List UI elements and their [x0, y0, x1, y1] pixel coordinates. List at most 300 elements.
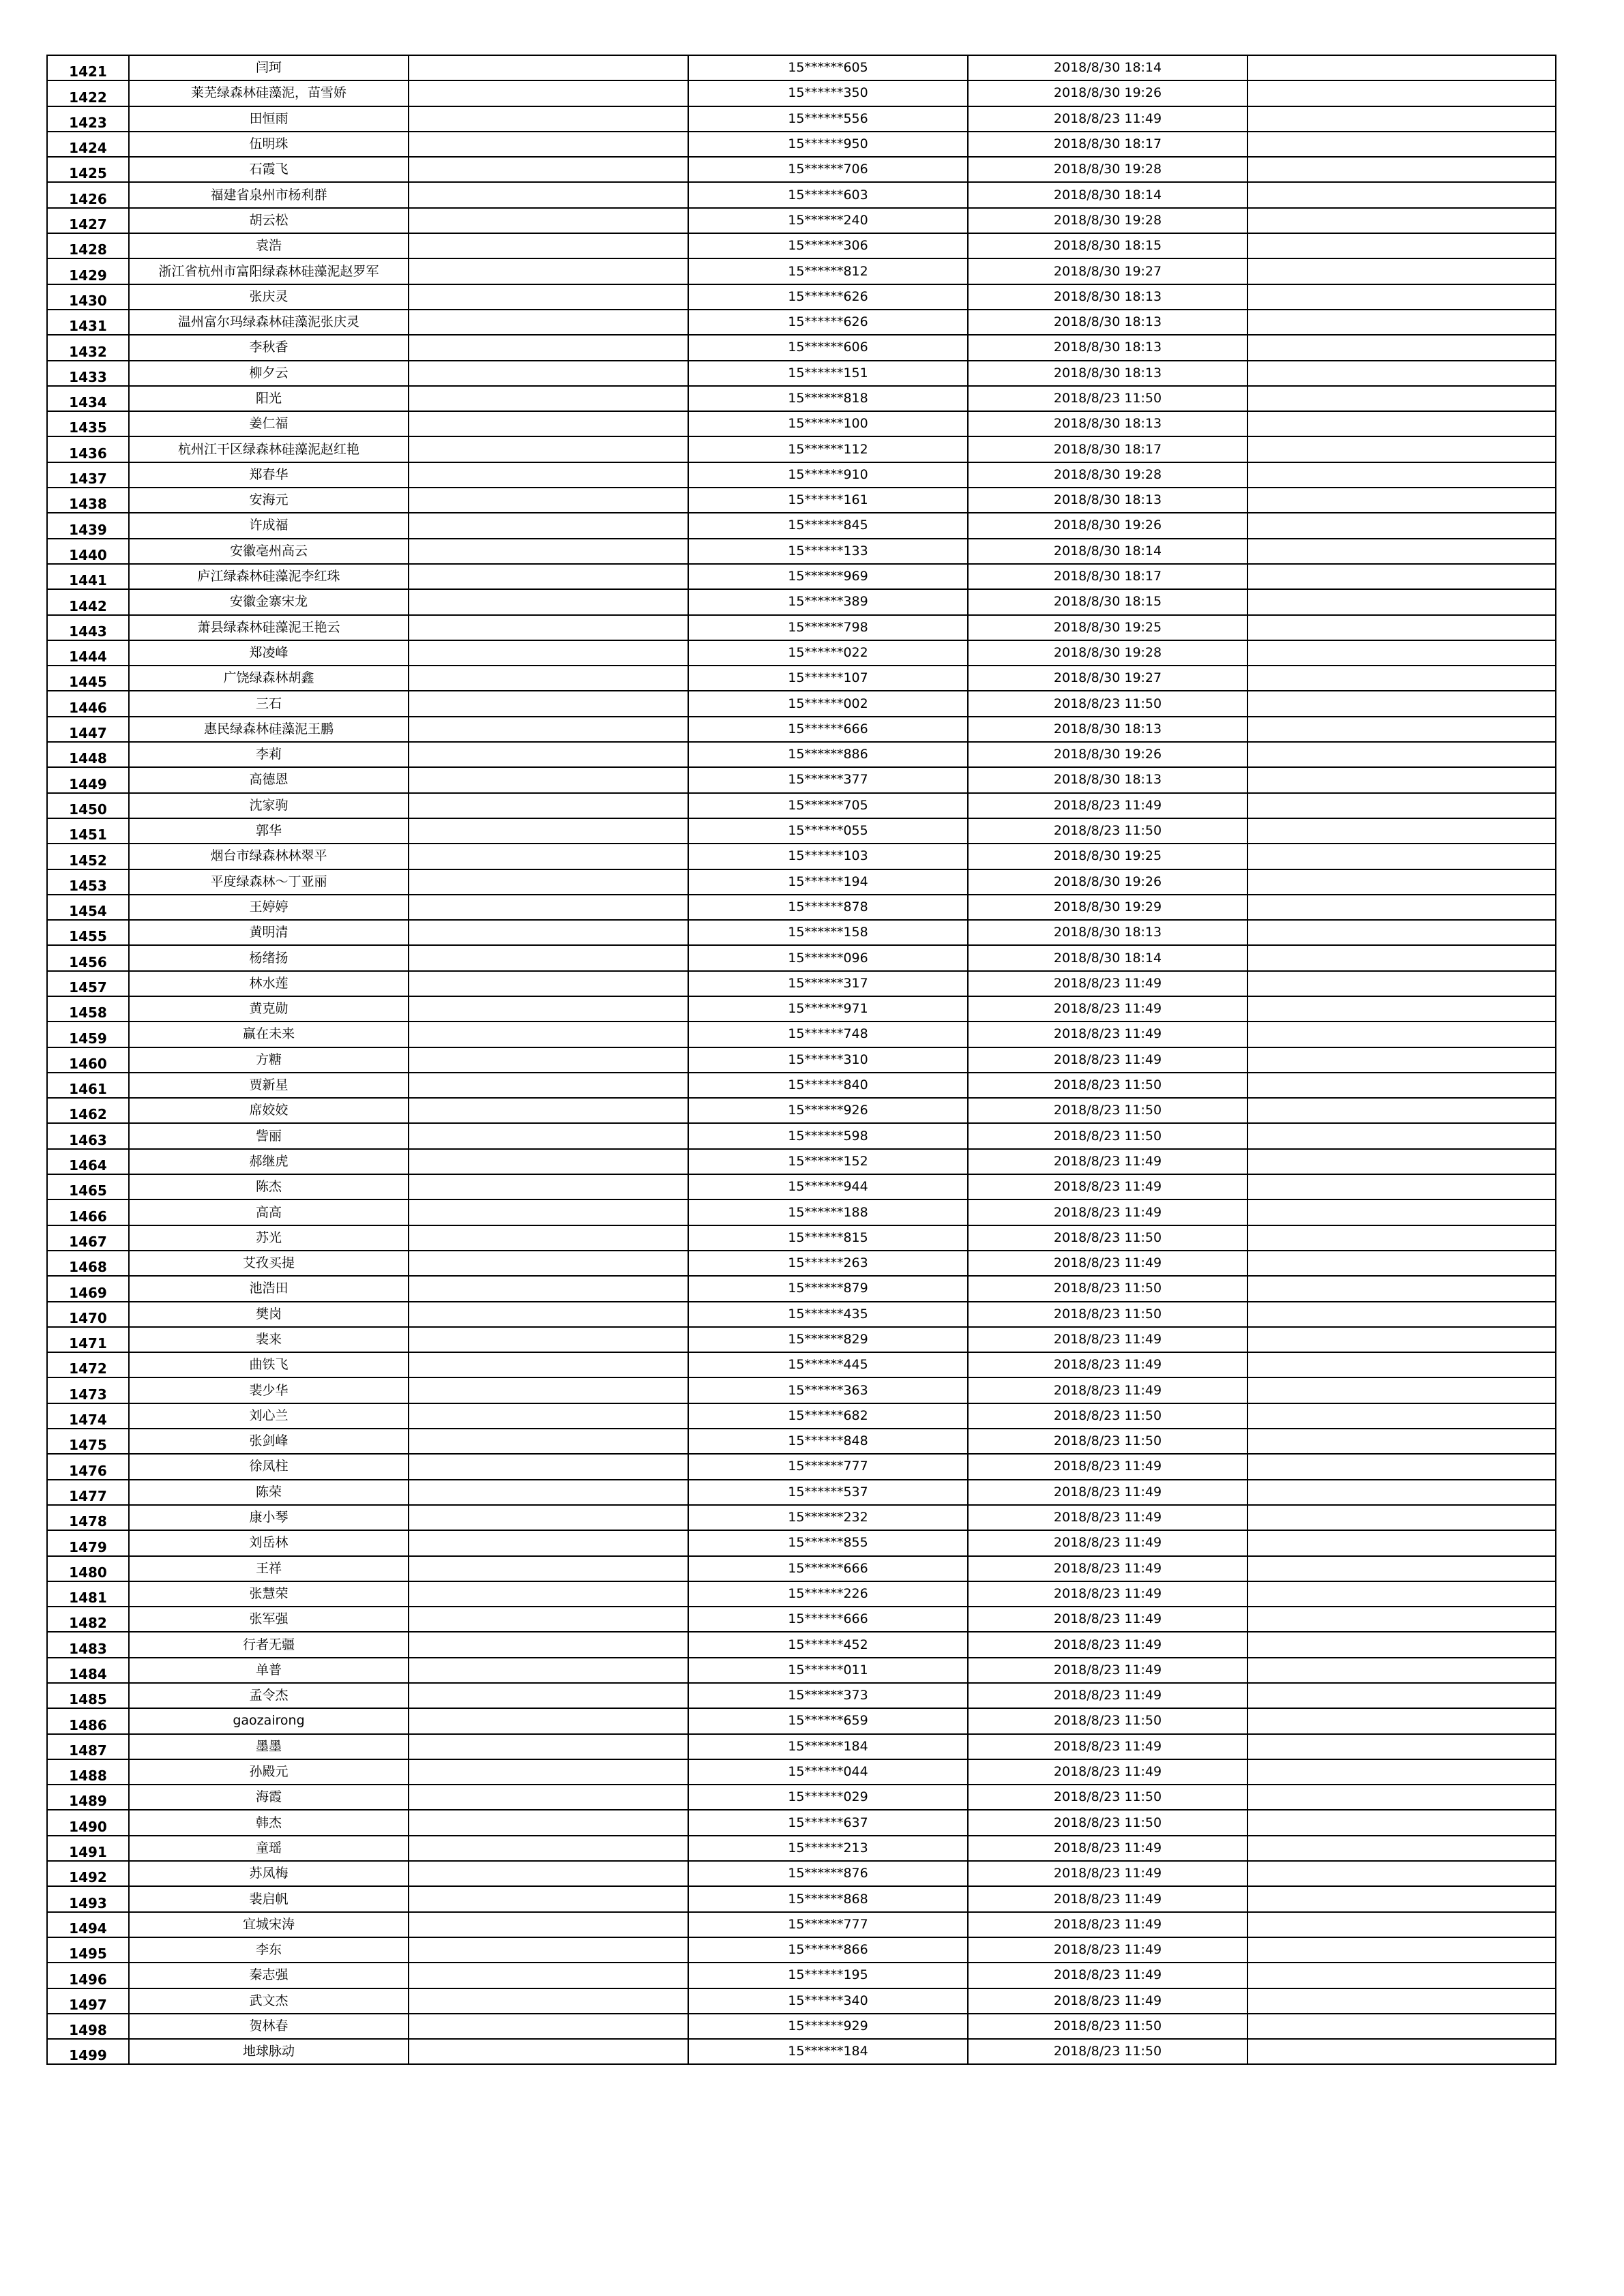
name-cell: 李秋香 — [129, 335, 409, 360]
blank-cell — [409, 1886, 688, 1911]
blank-cell — [1247, 920, 1556, 945]
table-row — [47, 945, 1556, 970]
time-cell: 2018/8/30 18:13 — [968, 411, 1247, 436]
name-cell: 张剑峰 — [129, 1429, 409, 1454]
phone-cell: 15******971 — [688, 996, 968, 1022]
row-number-cell: 1490 — [47, 1810, 129, 1835]
name-cell: 郑凌峰 — [129, 640, 409, 666]
row-number-cell: 1471 — [47, 1327, 129, 1352]
time-cell: 2018/8/30 19:26 — [968, 513, 1247, 538]
name-cell: 武文杰 — [129, 1988, 409, 2014]
time-cell: 2018/8/23 11:50 — [968, 1302, 1247, 1327]
table-row — [47, 1276, 1556, 1301]
table-row — [47, 1123, 1556, 1148]
phone-cell: 15******798 — [688, 615, 968, 640]
time-cell: 2018/8/23 11:50 — [968, 1708, 1247, 1733]
name-cell: 贺林春 — [129, 2014, 409, 2039]
blank-cell — [1247, 513, 1556, 538]
row-number-cell: 1468 — [47, 1251, 129, 1276]
table-row — [47, 1174, 1556, 1199]
blank-cell — [409, 1480, 688, 1505]
name-cell: 陈杰 — [129, 1174, 409, 1199]
blank-cell — [1247, 996, 1556, 1022]
blank-cell — [1247, 1861, 1556, 1886]
name-cell: 郭华 — [129, 818, 409, 844]
table-row — [47, 462, 1556, 488]
phone-cell: 15******152 — [688, 1149, 968, 1174]
time-cell: 2018/8/23 11:49 — [968, 1174, 1247, 1199]
table-row — [47, 1810, 1556, 1835]
row-number-cell: 1427 — [47, 208, 129, 233]
blank-cell — [409, 1530, 688, 1555]
table-row — [47, 1505, 1556, 1530]
row-number-cell: 1494 — [47, 1912, 129, 1937]
name-cell: 张军强 — [129, 1607, 409, 1632]
time-cell: 2018/8/30 19:28 — [968, 157, 1247, 182]
name-cell: 郑春华 — [129, 462, 409, 488]
time-cell: 2018/8/23 11:50 — [968, 1429, 1247, 1454]
phone-cell: 15******829 — [688, 1327, 968, 1352]
phone-cell: 15******855 — [688, 1530, 968, 1555]
blank-cell — [1247, 488, 1556, 513]
blank-cell — [1247, 945, 1556, 970]
name-cell: 三石 — [129, 691, 409, 716]
row-number-cell: 1477 — [47, 1480, 129, 1505]
phone-cell: 15******194 — [688, 869, 968, 895]
time-cell: 2018/8/30 18:15 — [968, 233, 1247, 258]
phone-cell: 15******103 — [688, 844, 968, 869]
blank-cell — [1247, 436, 1556, 462]
time-cell: 2018/8/23 11:49 — [968, 1505, 1247, 1530]
row-number-cell: 1436 — [47, 436, 129, 462]
row-number-cell: 1452 — [47, 844, 129, 869]
name-cell: 阳光 — [129, 386, 409, 411]
blank-cell — [409, 920, 688, 945]
row-number-cell: 1486 — [47, 1708, 129, 1733]
blank-cell — [409, 666, 688, 691]
table-row — [47, 564, 1556, 589]
blank-cell — [409, 258, 688, 284]
row-number-cell: 1495 — [47, 1937, 129, 1963]
row-number-cell: 1464 — [47, 1149, 129, 1174]
blank-cell — [1247, 895, 1556, 920]
blank-cell — [409, 1073, 688, 1098]
blank-cell — [1247, 2039, 1556, 2064]
time-cell: 2018/8/30 18:13 — [968, 717, 1247, 742]
table-row — [47, 1454, 1556, 1479]
blank-cell — [1247, 1886, 1556, 1911]
blank-cell — [1247, 742, 1556, 767]
row-number-cell: 1445 — [47, 666, 129, 691]
row-number-cell: 1453 — [47, 869, 129, 895]
phone-cell: 15******606 — [688, 335, 968, 360]
time-cell: 2018/8/23 11:49 — [968, 1556, 1247, 1581]
time-cell: 2018/8/23 11:49 — [968, 1352, 1247, 1377]
blank-cell — [409, 1302, 688, 1327]
phone-cell: 15******969 — [688, 564, 968, 589]
row-number-cell: 1474 — [47, 1403, 129, 1429]
phone-cell: 15******876 — [688, 1861, 968, 1886]
table-row — [47, 2039, 1556, 2064]
row-number-cell: 1492 — [47, 1861, 129, 1886]
table-row — [47, 1658, 1556, 1683]
time-cell: 2018/8/23 11:50 — [968, 1098, 1247, 1123]
table-row — [47, 258, 1556, 284]
blank-cell — [1247, 80, 1556, 106]
table-row — [47, 1429, 1556, 1454]
time-cell: 2018/8/30 18:13 — [968, 335, 1247, 360]
phone-cell: 15******626 — [688, 284, 968, 310]
phone-cell: 15******840 — [688, 1073, 968, 1098]
phone-cell: 15******213 — [688, 1836, 968, 1861]
blank-cell — [409, 869, 688, 895]
table-row — [47, 1607, 1556, 1632]
table-row — [47, 1480, 1556, 1505]
phone-cell: 15******886 — [688, 742, 968, 767]
blank-cell — [409, 1861, 688, 1886]
name-cell: 广饶绿森林胡鑫 — [129, 666, 409, 691]
name-cell: 田恒雨 — [129, 106, 409, 132]
blank-cell — [1247, 564, 1556, 589]
time-cell: 2018/8/23 11:49 — [968, 1327, 1247, 1352]
time-cell: 2018/8/23 11:49 — [968, 1480, 1247, 1505]
row-number-cell: 1435 — [47, 411, 129, 436]
name-cell: 福建省泉州市杨利群 — [129, 182, 409, 207]
blank-cell — [409, 386, 688, 411]
blank-cell — [1247, 1047, 1556, 1073]
blank-cell — [409, 1454, 688, 1479]
phone-cell: 15******107 — [688, 666, 968, 691]
blank-cell — [409, 233, 688, 258]
name-cell: 艾孜买提 — [129, 1251, 409, 1276]
name-cell: 林水莲 — [129, 971, 409, 996]
name-cell: 王祥 — [129, 1556, 409, 1581]
name-cell: 沈家驹 — [129, 793, 409, 818]
blank-cell — [409, 793, 688, 818]
row-number-cell: 1484 — [47, 1658, 129, 1683]
blank-cell — [409, 742, 688, 767]
row-number-cell: 1460 — [47, 1047, 129, 1073]
blank-cell — [1247, 106, 1556, 132]
name-cell: 行者无疆 — [129, 1632, 409, 1657]
blank-cell — [1247, 1073, 1556, 1098]
phone-cell: 15******666 — [688, 1607, 968, 1632]
table-row — [47, 1556, 1556, 1581]
row-number-cell: 1480 — [47, 1556, 129, 1581]
row-number-cell: 1472 — [47, 1352, 129, 1377]
blank-cell — [1247, 793, 1556, 818]
phone-cell: 15******226 — [688, 1581, 968, 1607]
row-number-cell: 1473 — [47, 1377, 129, 1403]
time-cell: 2018/8/30 18:15 — [968, 589, 1247, 614]
row-number-cell: 1455 — [47, 920, 129, 945]
blank-cell — [1247, 1810, 1556, 1835]
blank-cell — [1247, 1149, 1556, 1174]
time-cell: 2018/8/23 11:49 — [968, 1251, 1247, 1276]
name-cell: 袁浩 — [129, 233, 409, 258]
phone-cell: 15******666 — [688, 717, 968, 742]
table-row — [47, 2014, 1556, 2039]
table-row — [47, 1683, 1556, 1708]
table-row — [47, 80, 1556, 106]
blank-cell — [409, 971, 688, 996]
phone-cell: 15******848 — [688, 1429, 968, 1454]
phone-cell: 15******232 — [688, 1505, 968, 1530]
table-row — [47, 895, 1556, 920]
blank-cell — [1247, 361, 1556, 386]
blank-cell — [1247, 1530, 1556, 1555]
name-cell: 杭州江干区绿森林硅藻泥赵红艳 — [129, 436, 409, 462]
table-row — [47, 361, 1556, 386]
time-cell: 2018/8/23 11:49 — [968, 1658, 1247, 1683]
name-cell: 莱芜绿森林硅藻泥，苗雪娇 — [129, 80, 409, 106]
table-row — [47, 869, 1556, 895]
table-row — [47, 1886, 1556, 1911]
name-cell: 石霞飞 — [129, 157, 409, 182]
time-cell: 2018/8/30 19:26 — [968, 80, 1247, 106]
name-cell: 平度绿森林～丁亚丽 — [129, 869, 409, 895]
table-row — [47, 1327, 1556, 1352]
table-row — [47, 1225, 1556, 1251]
blank-cell — [409, 1403, 688, 1429]
blank-cell — [1247, 1836, 1556, 1861]
phone-cell: 15******184 — [688, 1734, 968, 1759]
time-cell: 2018/8/23 11:49 — [968, 1759, 1247, 1785]
blank-cell — [409, 55, 688, 80]
blank-cell — [1247, 1199, 1556, 1225]
blank-cell — [409, 1607, 688, 1632]
data-table — [46, 55, 1556, 2065]
table-row — [47, 1708, 1556, 1733]
blank-cell — [1247, 615, 1556, 640]
phone-cell: 15******666 — [688, 1556, 968, 1581]
name-cell: 安徽亳州高云 — [129, 539, 409, 564]
phone-cell: 15******377 — [688, 767, 968, 792]
table-row — [47, 1352, 1556, 1377]
row-number-cell: 1476 — [47, 1454, 129, 1479]
phone-cell: 15******363 — [688, 1377, 968, 1403]
blank-cell — [409, 1708, 688, 1733]
blank-cell — [409, 2014, 688, 2039]
row-number-cell: 1444 — [47, 640, 129, 666]
blank-cell — [1247, 589, 1556, 614]
phone-cell: 15******055 — [688, 818, 968, 844]
blank-cell — [1247, 717, 1556, 742]
phone-cell: 15******133 — [688, 539, 968, 564]
blank-cell — [409, 1836, 688, 1861]
blank-cell — [409, 310, 688, 335]
blank-cell — [409, 1658, 688, 1683]
blank-cell — [409, 1327, 688, 1352]
blank-cell — [1247, 539, 1556, 564]
time-cell: 2018/8/23 11:49 — [968, 996, 1247, 1022]
name-cell: 裴启帆 — [129, 1886, 409, 1911]
blank-cell — [1247, 1988, 1556, 2014]
table-row — [47, 1377, 1556, 1403]
name-cell: 童瑶 — [129, 1836, 409, 1861]
name-cell: 惠民绿森林硅藻泥王鹏 — [129, 717, 409, 742]
phone-cell: 15******373 — [688, 1683, 968, 1708]
phone-cell: 15******910 — [688, 462, 968, 488]
blank-cell — [409, 488, 688, 513]
name-cell: 闫珂 — [129, 55, 409, 80]
time-cell: 2018/8/23 11:49 — [968, 1607, 1247, 1632]
time-cell: 2018/8/23 11:49 — [968, 1683, 1247, 1708]
time-cell: 2018/8/30 18:17 — [968, 436, 1247, 462]
table-row — [47, 742, 1556, 767]
blank-cell — [1247, 640, 1556, 666]
table-row — [47, 335, 1556, 360]
table-row — [47, 920, 1556, 945]
table-row — [47, 132, 1556, 157]
time-cell: 2018/8/23 11:50 — [968, 1403, 1247, 1429]
table-row — [47, 666, 1556, 691]
name-cell: 杨绪扬 — [129, 945, 409, 970]
name-cell: 烟台市绿森林林翠平 — [129, 844, 409, 869]
table-row — [47, 1734, 1556, 1759]
phone-cell: 15******950 — [688, 132, 968, 157]
row-number-cell: 1499 — [47, 2039, 129, 2064]
time-cell: 2018/8/23 11:50 — [968, 1785, 1247, 1810]
row-number-cell: 1497 — [47, 1988, 129, 2014]
blank-cell — [409, 1276, 688, 1301]
time-cell: 2018/8/23 11:50 — [968, 818, 1247, 844]
time-cell: 2018/8/23 11:49 — [968, 1734, 1247, 1759]
phone-cell: 15******637 — [688, 1810, 968, 1835]
time-cell: 2018/8/30 18:14 — [968, 539, 1247, 564]
time-cell: 2018/8/23 11:49 — [968, 1632, 1247, 1657]
blank-cell — [409, 1556, 688, 1581]
time-cell: 2018/8/23 11:49 — [968, 1963, 1247, 1988]
table-row — [47, 844, 1556, 869]
blank-cell — [409, 1785, 688, 1810]
blank-cell — [1247, 462, 1556, 488]
row-number-cell: 1431 — [47, 310, 129, 335]
blank-cell — [1247, 869, 1556, 895]
blank-cell — [409, 1632, 688, 1657]
row-number-cell: 1481 — [47, 1581, 129, 1607]
name-cell: 胡云松 — [129, 208, 409, 233]
blank-cell — [409, 80, 688, 106]
blank-cell — [1247, 284, 1556, 310]
table-row — [47, 488, 1556, 513]
table-row — [47, 386, 1556, 411]
blank-cell — [1247, 1607, 1556, 1632]
time-cell: 2018/8/30 19:29 — [968, 895, 1247, 920]
phone-cell: 15******866 — [688, 1937, 968, 1963]
time-cell: 2018/8/23 11:50 — [968, 1225, 1247, 1251]
name-cell: 方糖 — [129, 1047, 409, 1073]
phone-cell: 15******044 — [688, 1759, 968, 1785]
blank-cell — [1247, 1403, 1556, 1429]
phone-cell: 15******777 — [688, 1454, 968, 1479]
name-cell: 孟令杰 — [129, 1683, 409, 1708]
blank-cell — [409, 996, 688, 1022]
time-cell: 2018/8/23 11:49 — [968, 1886, 1247, 1911]
name-cell: 海霞 — [129, 1785, 409, 1810]
phone-cell: 15******340 — [688, 1988, 968, 2014]
phone-cell: 15******445 — [688, 1352, 968, 1377]
row-number-cell: 1496 — [47, 1963, 129, 1988]
row-number-cell: 1446 — [47, 691, 129, 716]
time-cell: 2018/8/23 11:49 — [968, 1530, 1247, 1555]
row-number-cell: 1469 — [47, 1276, 129, 1301]
time-cell: 2018/8/23 11:49 — [968, 1377, 1247, 1403]
blank-cell — [1247, 1123, 1556, 1148]
table-row — [47, 1937, 1556, 1963]
blank-cell — [409, 2039, 688, 2064]
blank-cell — [1247, 1556, 1556, 1581]
table-row — [47, 284, 1556, 310]
blank-cell — [1247, 1276, 1556, 1301]
name-cell: 徐凤柱 — [129, 1454, 409, 1479]
phone-cell: 15******195 — [688, 1963, 968, 1988]
table-row — [47, 615, 1556, 640]
name-cell: 孙殿元 — [129, 1759, 409, 1785]
phone-cell: 15******310 — [688, 1047, 968, 1073]
blank-cell — [409, 1123, 688, 1148]
time-cell: 2018/8/23 11:49 — [968, 1149, 1247, 1174]
phone-cell: 15******659 — [688, 1708, 968, 1733]
blank-cell — [409, 1581, 688, 1607]
row-number-cell: 1456 — [47, 945, 129, 970]
blank-cell — [409, 818, 688, 844]
blank-cell — [409, 1149, 688, 1174]
phone-cell: 15******158 — [688, 920, 968, 945]
row-number-cell: 1466 — [47, 1199, 129, 1225]
blank-cell — [409, 945, 688, 970]
table-row — [47, 233, 1556, 258]
phone-cell: 15******706 — [688, 157, 968, 182]
name-cell: 姜仁福 — [129, 411, 409, 436]
blank-cell — [409, 157, 688, 182]
phone-cell: 15******317 — [688, 971, 968, 996]
blank-cell — [1247, 1658, 1556, 1683]
phone-cell: 15******926 — [688, 1098, 968, 1123]
name-cell: 苏凤梅 — [129, 1861, 409, 1886]
phone-cell: 15******818 — [688, 386, 968, 411]
blank-cell — [1247, 818, 1556, 844]
row-number-cell: 1491 — [47, 1836, 129, 1861]
table-row — [47, 1302, 1556, 1327]
time-cell: 2018/8/30 19:28 — [968, 640, 1247, 666]
blank-cell — [409, 1505, 688, 1530]
name-cell: 李莉 — [129, 742, 409, 767]
table-row — [47, 1861, 1556, 1886]
name-cell: 宜城宋涛 — [129, 1912, 409, 1937]
table-row — [47, 1785, 1556, 1810]
name-cell: 温州富尔玛绿森林硅藻泥张庆灵 — [129, 310, 409, 335]
blank-cell — [1247, 1377, 1556, 1403]
name-cell: 裴来 — [129, 1327, 409, 1352]
table-row — [47, 1149, 1556, 1174]
blank-cell — [1247, 666, 1556, 691]
row-number-cell: 1498 — [47, 2014, 129, 2039]
time-cell: 2018/8/23 11:49 — [968, 1199, 1247, 1225]
blank-cell — [1247, 208, 1556, 233]
phone-cell: 15******929 — [688, 2014, 968, 2039]
table-row — [47, 589, 1556, 614]
table-row — [47, 1632, 1556, 1657]
name-cell: 樊岗 — [129, 1302, 409, 1327]
name-cell: 墨墨 — [129, 1734, 409, 1759]
blank-cell — [409, 1810, 688, 1835]
blank-cell — [409, 767, 688, 792]
name-cell: 韩杰 — [129, 1810, 409, 1835]
blank-cell — [409, 284, 688, 310]
row-number-cell: 1437 — [47, 462, 129, 488]
table-row — [47, 767, 1556, 792]
